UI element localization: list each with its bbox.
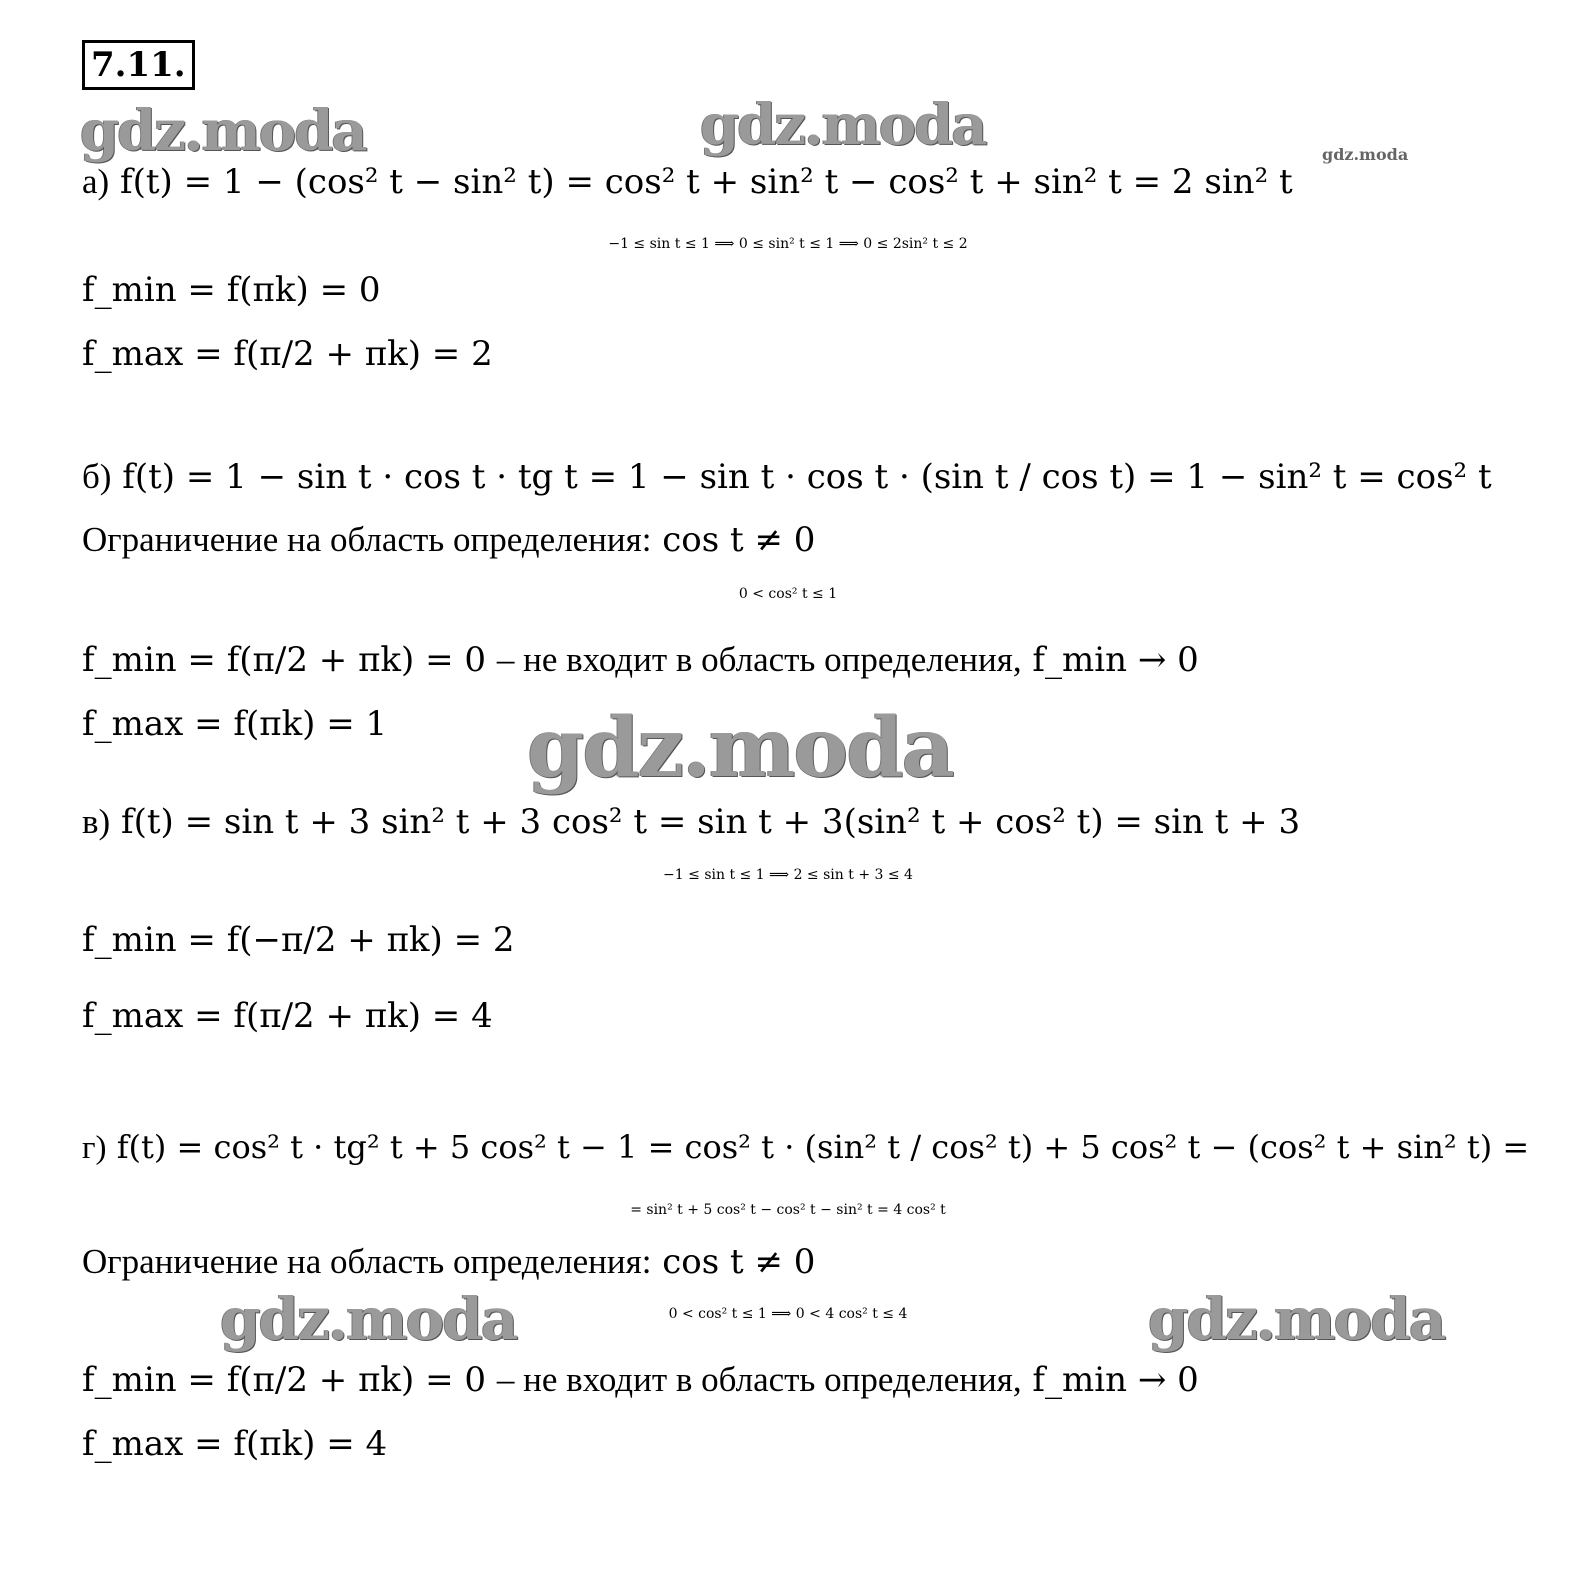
part-b-label: б) bbox=[82, 457, 112, 496]
part-g-fmax: f_max = f(πk) = 4 bbox=[82, 1424, 388, 1464]
part-v-fmax: f_max = f(π/2 + πk) = 4 bbox=[82, 996, 493, 1036]
part-v-fmin: f_min = f(−π/2 + πk) = 2 bbox=[82, 920, 515, 960]
restriction-math: cos t ≠ 0 bbox=[662, 520, 816, 560]
part-b-eq: f(t) = 1 − sin t · cos t · tg t = 1 − sin t · cos t · (sin t / cos t) = 1 − sin² t = cos² t bbox=[122, 457, 1492, 497]
fmin-limit: f_min → 0 bbox=[1032, 1360, 1199, 1400]
part-g-fmin bbox=[82, 1358, 1199, 1402]
part-g-equation-2: = sin² t + 5 cos² t − cos² t − sin² t = 4 cos² t bbox=[630, 1202, 946, 1218]
part-b-fmin bbox=[82, 638, 1199, 682]
part-a-equation bbox=[82, 160, 1293, 204]
part-b-fmax: f_max = f(πk) = 1 bbox=[82, 704, 388, 744]
watermark: gdz.moda bbox=[700, 92, 986, 158]
part-g-equation-1 bbox=[82, 1125, 1529, 1170]
part-v-inequality: −1 ≤ sin t ≤ 1 ⟹ 2 ≤ sin t + 3 ≤ 4 bbox=[663, 867, 913, 883]
part-a-eq: f(t) = 1 − (cos² t − sin² t) = cos² t + sin² t − cos² t + sin² t = 2 sin² t bbox=[120, 162, 1293, 202]
restriction-text: Ограничение на область определения: bbox=[82, 520, 652, 559]
problem-number: 7.11. bbox=[82, 40, 195, 90]
part-b-equation bbox=[82, 455, 1492, 499]
watermark: gdz.moda bbox=[80, 98, 366, 164]
part-v-label: в) bbox=[82, 802, 111, 841]
fmin-limit: f_min → 0 bbox=[1032, 640, 1199, 680]
restriction-math: cos t ≠ 0 bbox=[662, 1242, 816, 1282]
watermark: gdz.moda bbox=[1322, 145, 1409, 164]
part-g-label: г) bbox=[82, 1130, 107, 1166]
watermark: gdz.moda bbox=[220, 1285, 517, 1353]
fmin-text: – не входит в область определения, bbox=[496, 1360, 1022, 1399]
part-v-equation bbox=[82, 800, 1300, 844]
part-g-inequality: 0 < cos² t ≤ 1 ⟹ 0 < 4 cos² t ≤ 4 bbox=[668, 1306, 908, 1322]
part-b-inequality: 0 < cos² t ≤ 1 bbox=[738, 586, 838, 602]
part-g-eq1: f(t) = cos² t · tg² t + 5 cos² t − 1 = cos² t · (sin² t / cos² t) + 5 cos² t − (cos² t + sin² t) = bbox=[116, 1128, 1530, 1166]
fmin-text: – не входит в область определения, bbox=[496, 640, 1022, 679]
part-g-restriction bbox=[82, 1240, 815, 1284]
part-b-restriction bbox=[82, 518, 815, 562]
part-a-label: а) bbox=[82, 162, 110, 201]
part-a-inequality: −1 ≤ sin t ≤ 1 ⟹ 0 ≤ sin² t ≤ 1 ⟹ 0 ≤ 2sin² t ≤ 2 bbox=[608, 236, 968, 252]
fmin-math: f_min = f(π/2 + πk) = 0 bbox=[82, 1360, 487, 1400]
part-a-fmax: f_max = f(π/2 + πk) = 2 bbox=[82, 334, 493, 374]
part-a-fmin: f_min = f(πk) = 0 bbox=[82, 270, 381, 310]
restriction-text: Ограничение на область определения: bbox=[82, 1242, 652, 1281]
part-v-eq: f(t) = sin t + 3 sin² t + 3 cos² t = sin t + 3(sin² t + cos² t) = sin t + 3 bbox=[121, 802, 1301, 842]
watermark: gdz.moda bbox=[527, 700, 953, 796]
watermark: gdz.moda bbox=[1148, 1285, 1445, 1353]
fmin-math: f_min = f(π/2 + πk) = 0 bbox=[82, 640, 487, 680]
